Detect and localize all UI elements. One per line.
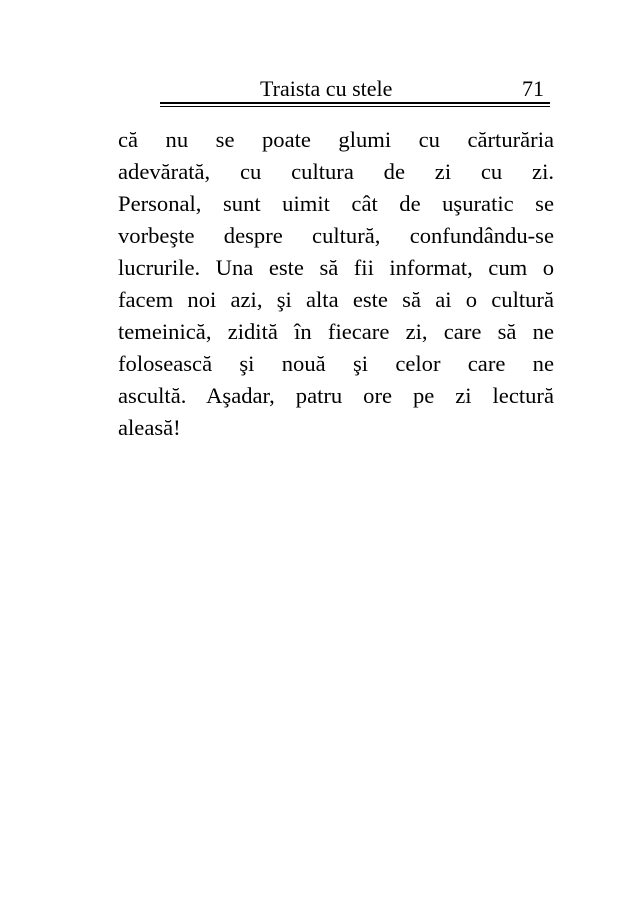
page-number: 71 — [522, 76, 544, 101]
text-line: temeinică, zidită în fiecare zi, care să ne — [118, 319, 554, 344]
text-line: ascultă. Aşadar, patru ore pe zi lectură — [118, 383, 554, 408]
header-rule-thick — [160, 102, 550, 104]
running-title: Traista cu stele — [260, 76, 393, 101]
header-rule-thin — [160, 106, 550, 107]
text-line: lucrurile. Una este să fii informat, cum o — [118, 255, 554, 280]
body-paragraph — [118, 124, 554, 444]
text-line: folosească şi nouă şi celor care ne — [118, 351, 554, 376]
text-line: Personal, sunt uimit cât de uşuratic se — [118, 191, 554, 216]
text-line: facem noi azi, şi alta este să ai o cultură — [118, 287, 554, 312]
text-line: aleasă! — [118, 415, 181, 440]
text-line: adevărată, cu cultura de zi cu zi. — [118, 159, 554, 184]
text-line: vorbeşte despre cultură, confundându-se — [118, 223, 554, 248]
text-line: că nu se poate glumi cu cărturăria — [118, 127, 554, 152]
